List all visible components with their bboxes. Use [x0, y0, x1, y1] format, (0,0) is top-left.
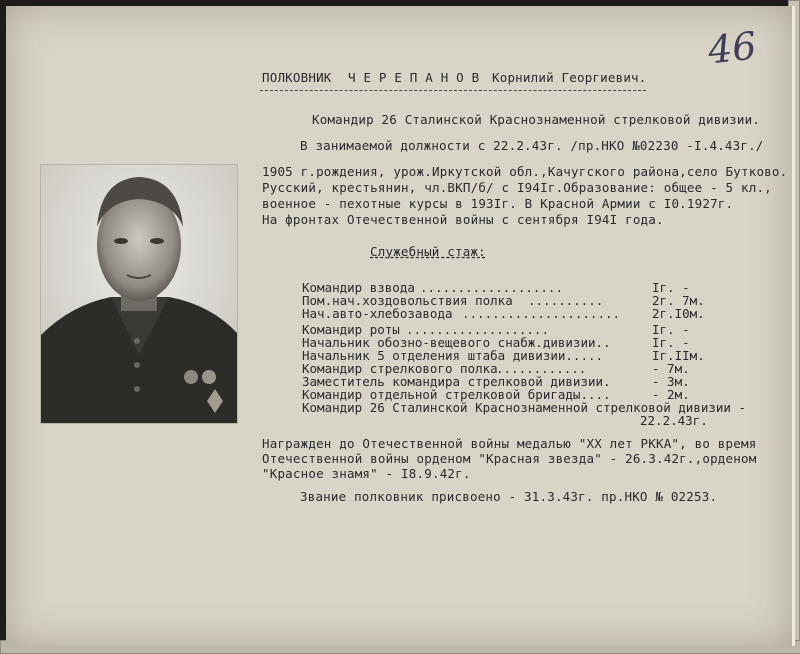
service-dots: .......... [528, 293, 604, 308]
rank-title: ПОЛКОВНИК [262, 70, 332, 85]
service-dots: ..................... [462, 306, 621, 321]
portrait-photo [40, 164, 238, 424]
given-name: Корнилий Георгиевич. [492, 70, 647, 85]
awards-line-2: Отечественной войны орденом "Красная звезда" - 26.3.42г.,орденом [262, 451, 757, 466]
rank-assigned-line: Звание полковник присвоено - 31.3.43г. пр.НКО № 02253. [300, 489, 718, 504]
service-duration: - 2м. [652, 387, 690, 402]
service-duration: Iг. - [652, 322, 690, 337]
service-duration: 2г. 7м. [652, 293, 705, 308]
handwritten-page-number: 46 [705, 23, 759, 73]
service-duration: - 3м. [652, 374, 690, 389]
service-position: Нач.авто-хлебозавода [302, 306, 453, 321]
bio-line-2: Русский, крестьянин, чл.ВКП/б/ с I94Iг.Образование: общее - 5 кл., [262, 180, 772, 195]
portrait-image [41, 165, 237, 423]
service-position: Командир взвода [302, 280, 415, 295]
service-duration: Iг. - [652, 335, 690, 350]
service-duration: - 7м. [652, 361, 690, 376]
service-position: Командир стрелкового полка [302, 361, 498, 376]
bio-line-3: военное - пехотные курсы в 193Iг. В Красной Армии с I0.1927г. [262, 196, 734, 211]
service-duration: Iг.IIм. [652, 348, 705, 363]
awards-line-3: "Красное знамя" - I8.9.42г. [262, 466, 471, 481]
service-position: Начальник обозно-вещевого снабж.дивизии.. [302, 335, 611, 350]
service-position: Начальник 5 отделения штаба дивизии..... [302, 348, 604, 363]
bio-line-4: На фронтах Отечественной войны с сентября I94I года. [262, 212, 664, 227]
service-position: Командир 26 Сталинской Краснознаменной стрелковой дивизии - [302, 400, 747, 415]
bio-line-1: 1905 г.рождения, урож.Иркутской обл.,Качугского района,село Бутково. [262, 164, 788, 179]
service-position: Командир роты [302, 322, 400, 337]
since-line: В занимаемой должности с 22.2.43г. /пр.НКО №02230 -I.4.43г./ [300, 138, 764, 153]
service-dots: ................... [420, 280, 563, 295]
service-duration: 2г.I0м. [652, 306, 705, 321]
service-position: Заместитель командира стрелковой дивизии. [302, 374, 611, 389]
service-position: Пом.нач.хоздовольствия полка [302, 293, 513, 308]
service-section-title: Служебный стаж: [370, 244, 486, 259]
position-line: Командир 26 Сталинской Краснознаменной стрелковой дивизии. [312, 112, 761, 127]
service-dots: ................... [406, 322, 549, 337]
service-continuation: 22.2.43г. [640, 413, 708, 428]
service-duration: Iг. - [652, 280, 690, 295]
surname: Ч Е Р Е П А Н О В [348, 70, 480, 85]
header-underline [260, 90, 646, 91]
service-position: Командир отдельной стрелковой бригады.... [302, 387, 611, 402]
service-dots: ............ [496, 361, 587, 376]
awards-line-1: Награжден до Отечественной войны медалью "XX лет РККА", во время [262, 436, 757, 451]
